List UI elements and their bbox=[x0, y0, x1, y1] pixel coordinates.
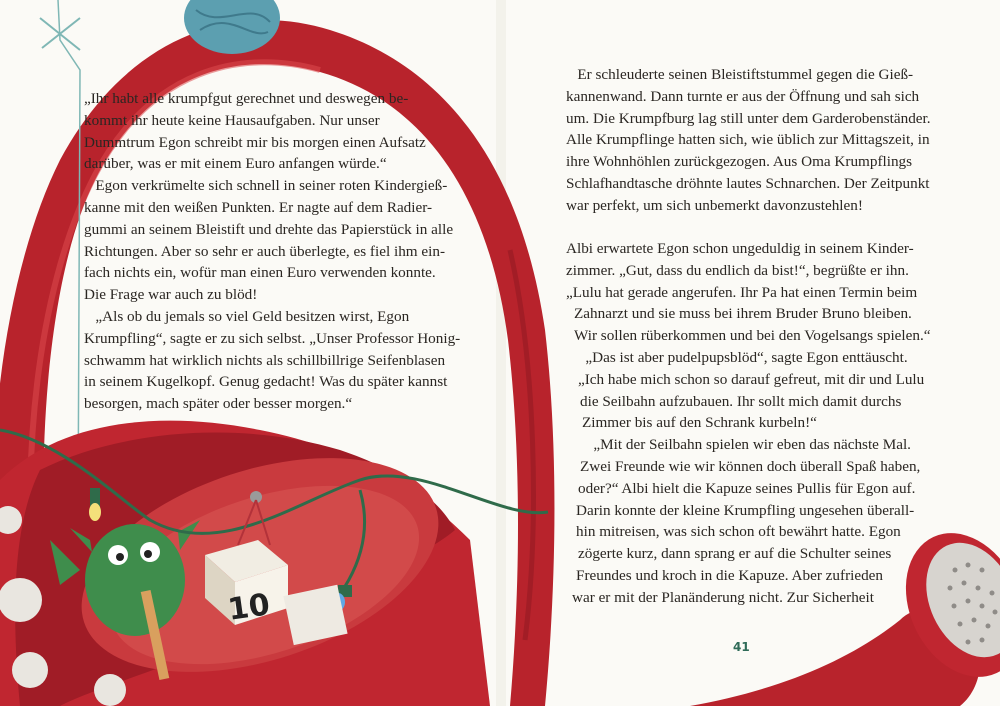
text-line: „Ihr habt alle krumpfgut gerechnet und deswegen be- bbox=[84, 90, 409, 107]
text-line: in seinem Kugelkopf. Genug gedacht! Was du später kannst bbox=[84, 373, 448, 391]
text-line: Er schleuderte seinen Bleistiftstummel gegen die Gieß- bbox=[566, 66, 914, 83]
right-page-paragraph-2 bbox=[566, 238, 931, 609]
text-line: Schlafhandtasche dröhnte lautes Schnarchen. Der Zeitpunkt bbox=[566, 174, 930, 192]
text-line: Zimmer bis auf den Schrank kurbeln!“ bbox=[582, 414, 817, 432]
text-line: Darin konnte der kleine Krumpfling ungesehen überall- bbox=[576, 501, 915, 519]
text-line: Freundes und kroch in die Kapuze. Aber zufrieden bbox=[576, 566, 884, 584]
text-line: Dummtrum Egon schreibt mir bis morgen einen Aufsatz bbox=[84, 133, 426, 151]
text-line: oder?“ Albi hielt die Kapuze seines Pullis für Egon auf. bbox=[578, 479, 916, 497]
text-line: Wir sollen rüberkommen und bei den Vogelsangs spielen.“ bbox=[574, 327, 931, 345]
text-line: kommt ihr heute keine Hausaufgaben. Nur unser bbox=[84, 111, 380, 129]
text-line: war perfekt, um sich unbemerkt davonzustehlen! bbox=[566, 196, 863, 214]
text-line: war er mit der Planänderung nicht. Zur Sicherheit bbox=[572, 588, 874, 606]
text-line: gummi an seinem Bleistift und drehte das Papierstück in alle bbox=[84, 220, 454, 238]
text-line: darüber, was er mit einem Euro anfangen würde.“ bbox=[84, 155, 387, 173]
text-line: die Seilbahn aufzubauen. Ihr sollt mich damit durchs bbox=[580, 392, 902, 410]
text-line: besorgen, mach später oder besser morgen.“ bbox=[84, 395, 353, 413]
text-line: Die Frage war auch zu blöd! bbox=[84, 286, 258, 304]
text-line: kanne mit den weißen Punkten. Er nagte auf dem Radier- bbox=[84, 198, 433, 216]
calendar-date bbox=[212, 584, 276, 642]
text-line: Zahnarzt und sie muss bei ihrem Bruder Bruno bleiben. bbox=[574, 305, 912, 323]
text-line: kannenwand. Dann turnte er aus der Öffnung und sah sich bbox=[566, 87, 920, 105]
text-line: ihre Wohnhöhlen zurückgezogen. Aus Oma Krumpflings bbox=[566, 153, 913, 171]
text-line: um. Die Krumpfburg lag still unter dem Garderobenständer. bbox=[566, 109, 931, 127]
left-page-text bbox=[84, 88, 460, 415]
text-line: zögerte kurz, dann sprang er auf die Schulter seines bbox=[578, 545, 892, 563]
calendar-number: 10 bbox=[225, 587, 272, 628]
text-line: „Das ist aber pudelpupsblöd“, sagte Egon enttäuscht. bbox=[574, 348, 908, 366]
text-line: hin mitreisen, was sich schon oft bewährt hatte. Egon bbox=[576, 523, 901, 541]
page-number: 41 bbox=[733, 640, 750, 654]
text-line: Zwei Freunde wie wir können doch überall Spaß haben, bbox=[580, 457, 921, 475]
text-line: „Mit der Seilbahn spielen wir eben das nächste Mal. bbox=[582, 436, 911, 454]
text-line: schwamm hat wirklich nichts als schillbillrige Seifenblasen bbox=[84, 351, 446, 369]
text-line: Krumpfling“, sagte er zu sich selbst. „Unser Professor Honig- bbox=[84, 329, 461, 347]
text-line: Albi erwartete Egon schon ungeduldig in seinem Kinder- bbox=[566, 240, 914, 257]
text-line: fach nichts ein, wofür man einen Euro verwenden konnte. bbox=[84, 264, 436, 282]
text-line: „Lulu hat gerade angerufen. Ihr Pa hat einen Termin beim bbox=[566, 283, 918, 301]
right-page-paragraph-1 bbox=[566, 64, 931, 217]
text-line: Richtungen. Aber so sehr er auch überlegte, es fiel ihm ein- bbox=[84, 242, 446, 260]
text-line: „Ich habe mich schon so darauf gefreut, mit dir und Lulu bbox=[578, 370, 925, 388]
text-line: „Als ob du jemals so viel Geld besitzen wirst, Egon bbox=[84, 307, 410, 325]
text-line: Alle Krumpflinge hatten sich, wie üblich zur Mittagszeit, in bbox=[566, 131, 930, 149]
text-line: Egon verkrümelte sich schnell in seiner roten Kindergieß- bbox=[84, 177, 448, 195]
text-line: zimmer. „Gut, dass du endlich da bist!“, begrüßte er ihn. bbox=[566, 261, 909, 279]
